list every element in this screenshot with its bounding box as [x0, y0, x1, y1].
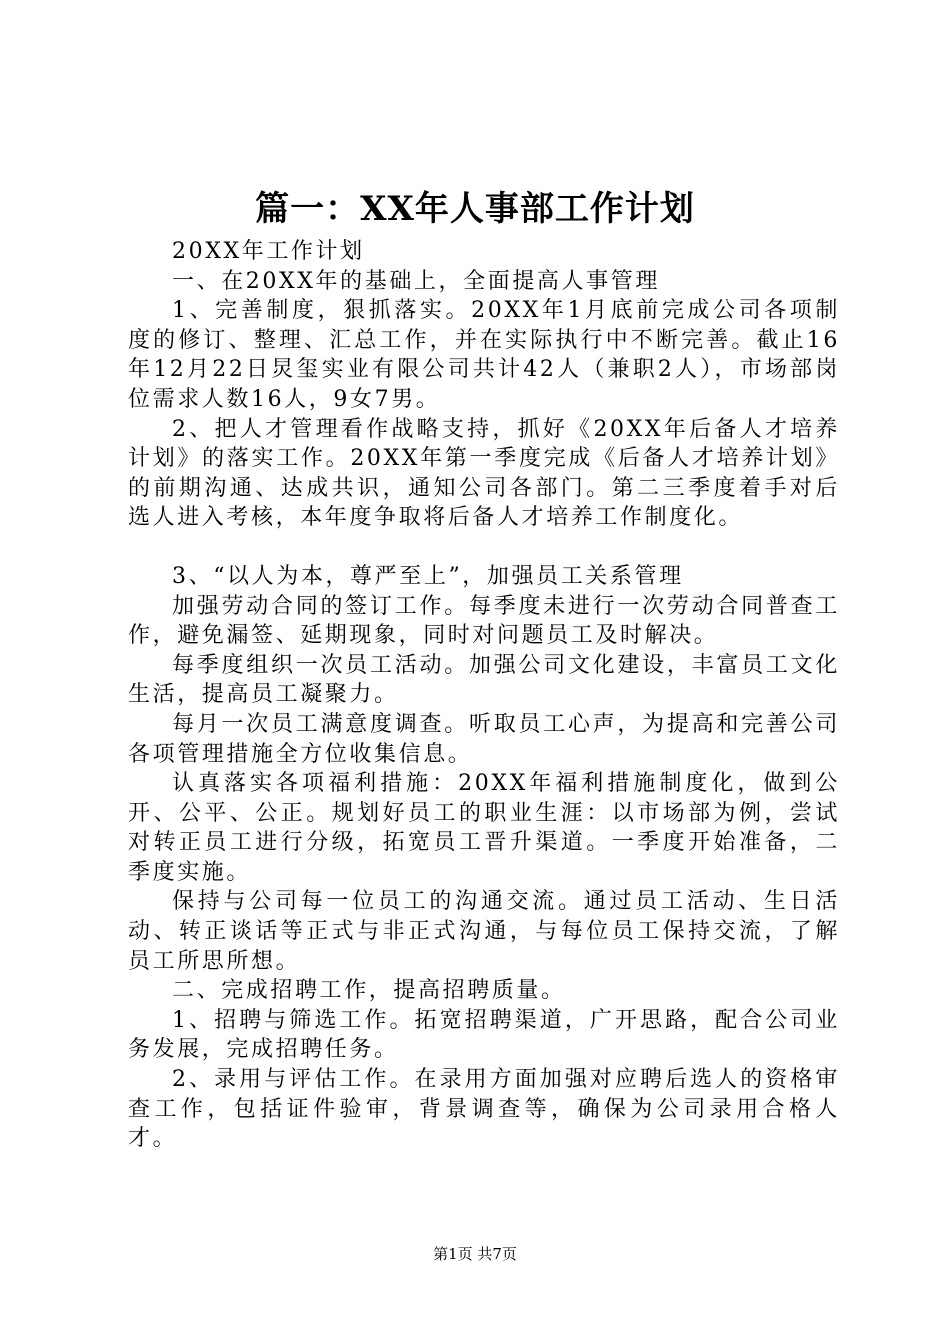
paragraph: 每季度组织一次员工活动。加强公司文化建设，丰富员工文化生活，提高员工凝聚力。: [128, 652, 840, 708]
paragraph: 保持与公司每一位员工的沟通交流。通过员工活动、生日活动、转正谈话等正式与非正式沟通，与每位员工保持交流，了解员工所思所想。: [128, 889, 840, 974]
paragraph: 2、把人才管理看作战略支持，抓好《20XX年后备人才培养计划》的落实工作。20XX年第一季度完成《后备人才培养计划》的前期沟通、达成共识，通知公司各部门。第二三季度着手对后选人进入考核，本年度争取将后备人才培养工作制度化。: [128, 416, 840, 531]
paragraph: 加强劳动合同的签订工作。每季度未进行一次劳动合同普查工作，避免漏签、延期现象，同时对问题员工及时解决。: [128, 593, 840, 649]
paragraph: 认真落实各项福利措施：20XX年福利措施制度化，做到公开、公平、公正。规划好员工的职业生涯：以市场部为例，尝试对转正员工进行分级，拓宽员工晋升渠道。一季度开始准备，二季度实施。: [128, 771, 840, 885]
paragraph: 1、招聘与筛选工作。拓宽招聘渠道，广开思路，配合公司业务发展，完成招聘任务。: [128, 1007, 840, 1063]
page-number-footer: 第1页 共7页: [433, 1245, 517, 1263]
paragraph: 每月一次员工满意度调查。听取员工心声，为提高和完善公司各项管理措施全方位收集信息。: [128, 711, 840, 767]
document-body: [128, 237, 840, 1154]
paragraph: 20XX年工作计划: [172, 239, 365, 264]
paragraph: 二、完成招聘工作，提高招聘质量。: [172, 978, 566, 1004]
paragraph: 1、完善制度，狠抓落实。20XX年1月底前完成公司各项制度的修订、整理、汇总工作，并在实际执行中不断完善。截止16年12月22日炅玺实业有限公司共计42人（兼职2人），市场部岗位需求人数16人，9女7男。: [128, 298, 840, 412]
paragraph: 3、“以人为本，尊严至上”，加强员工关系管理: [172, 563, 684, 589]
paragraph: 一、在20XX年的基础上，全面提高人事管理: [172, 268, 660, 294]
paragraph: 2、录用与评估工作。在录用方面加强对应聘后选人的资格审查工作，包括证件验审，背景调查等，确保为公司录用合格人才。: [128, 1067, 840, 1152]
document-title: 篇一：XX年人事部工作计划: [255, 189, 695, 229]
